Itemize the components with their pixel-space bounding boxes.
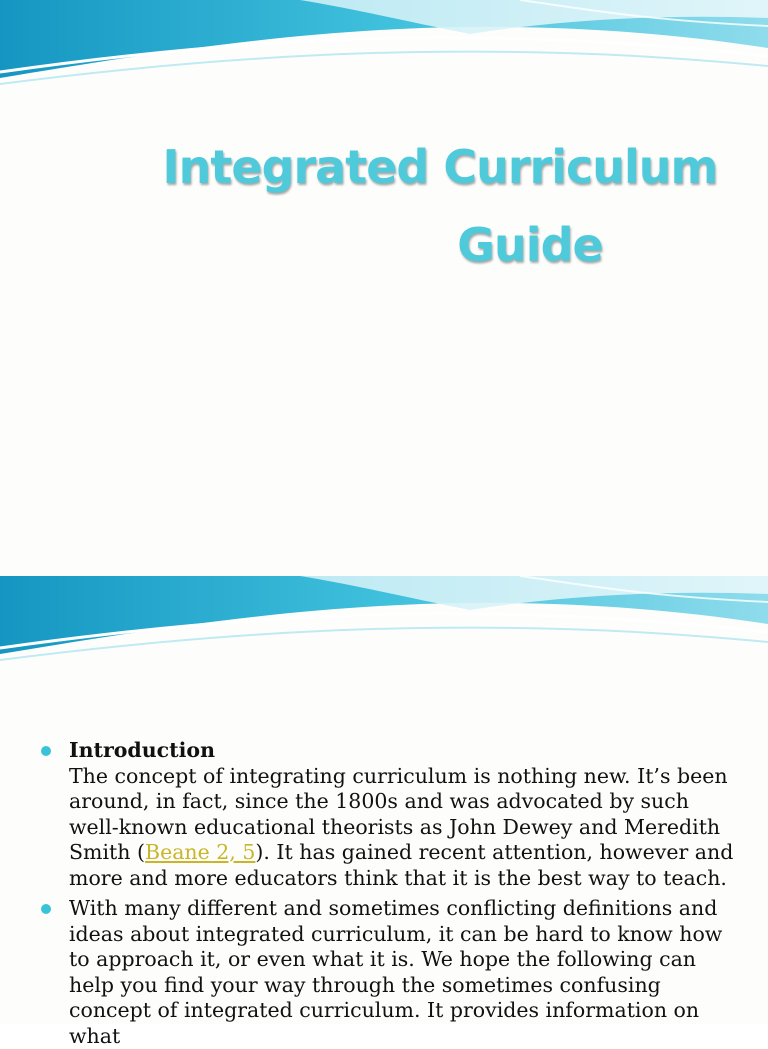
slide-title [150,128,730,284]
introduction-slide [0,576,768,1048]
citation-link[interactable]: Beane 2, 5 [145,840,256,864]
title-line-1: Integrated Curriculum [162,140,718,194]
bullet-introduction [40,738,740,891]
bullet-heading: Introduction [69,738,215,762]
title-line-2: Guide [457,218,603,272]
bullet-text: The concept of integrating curriculum is nothing new. It’s been around, in fact, since the 1800s and was advocated by such well-known educational theorists as John Dewey and Meredith Smith ( [69,763,728,864]
bullet-text-continued: ). It has gained recent attention, however and more and more educators think that it is the best way to teach. [69,840,734,890]
header-wave-decoration [0,576,768,676]
bullet-definitions [40,896,740,1049]
bullet-dot-icon [41,904,51,914]
bullet-dot-icon [41,746,51,756]
bullet-text: With many different and sometimes conflicting definitions and ideas about integrated curriculum, it can be hard to know how to approach it, or even what it is. We hope the following can help you find your way through the sometimes confusing concept of integrated curriculum. It provides information on what [69,896,723,1048]
header-wave-decoration [0,0,768,100]
slide-body [40,738,740,1049]
